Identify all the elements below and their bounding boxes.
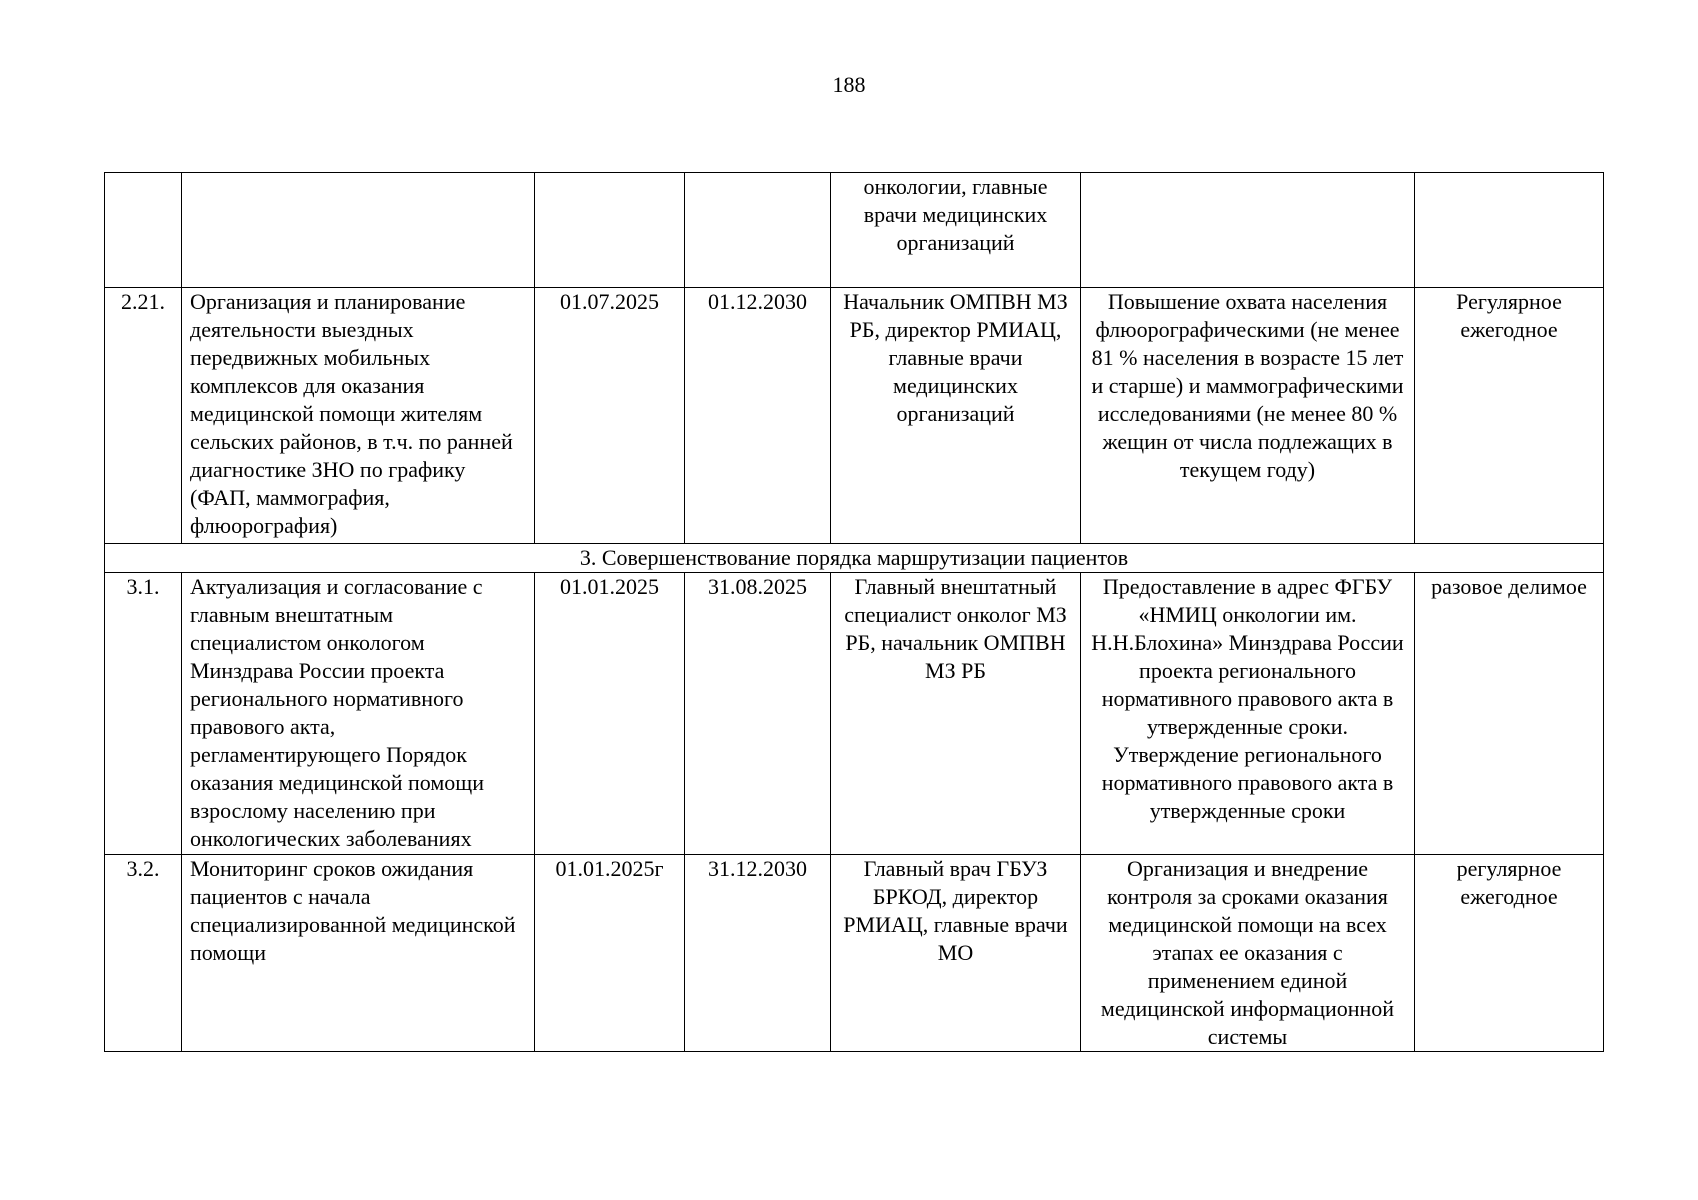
cell-end-date: 31.08.2025 xyxy=(685,573,831,855)
table-row xyxy=(105,573,1604,855)
cell-end-date: 31.12.2030 xyxy=(685,855,831,1052)
cell-activity xyxy=(182,173,535,288)
cell-responsible: Главный внештатный специалист онколог МЗ РБ, начальник ОМПВН МЗ РБ xyxy=(831,573,1081,855)
cell-responsible: Начальник ОМПВН МЗ РБ, директор РМИАЦ, главные врачи медицинских организаций xyxy=(831,288,1081,544)
cell-responsible: онкологии, главные врачи медицинских организаций xyxy=(831,173,1081,288)
cell-responsible: Главный врач ГБУЗ БРКОД, директор РМИАЦ, главные врачи МО xyxy=(831,855,1081,1052)
cell-start-date: 01.01.2025 xyxy=(535,573,685,855)
cell-end-date: 01.12.2030 xyxy=(685,288,831,544)
table-row-continuation xyxy=(105,173,1604,288)
activity-plan-table xyxy=(104,172,1604,1052)
cell-result: Организация и внедрение контроля за сроками оказания медицинской помощи на всех этапах ее оказания с применением единой медицинской информационной системы xyxy=(1081,855,1415,1052)
page-number: 188 xyxy=(832,72,866,97)
cell-number: 2.21. xyxy=(105,288,182,544)
cell-end-date xyxy=(685,173,831,288)
cell-type: Регулярное ежегодное xyxy=(1415,288,1604,544)
cell-type xyxy=(1415,173,1604,288)
cell-activity: Организация и планирование деятельности выездных передвижных мобильных комплексов для оказания медицинской помощи жителям сельских районов, в т.ч. по ранней диагностике ЗНО по графику (ФАП, маммография, флюорография) xyxy=(182,288,535,544)
table-row xyxy=(105,855,1604,1052)
cell-type: разовое делимое xyxy=(1415,573,1604,855)
cell-start-date: 01.01.2025г xyxy=(535,855,685,1052)
cell-result xyxy=(1081,173,1415,288)
cell-activity: Актуализация и согласование с главным внештатным специалистом онкологом Минздрава России проекта регионального нормативного правового акта, регламентирующего Порядок оказания медицинской помощи взрослому населению при онкологических заболеваниях xyxy=(182,573,535,855)
section-header-row xyxy=(105,544,1604,573)
cell-start-date: 01.07.2025 xyxy=(535,288,685,544)
cell-activity: Мониторинг сроков ожидания пациентов с начала специализированной медицинской помощи xyxy=(182,855,535,1052)
cell-number xyxy=(105,173,182,288)
cell-result: Предоставление в адрес ФГБУ «НМИЦ онкологии им. Н.Н.Блохина» Минздрава России проекта регионального нормативного правового акта в утвержденные сроки. Утверждение регионального нормативного правового акта в утвержденные сроки xyxy=(1081,573,1415,855)
section-title: 3. Совершенствование порядка маршрутизации пациентов xyxy=(105,544,1604,573)
cell-type: регулярное ежегодное xyxy=(1415,855,1604,1052)
cell-number: 3.1. xyxy=(105,573,182,855)
cell-number: 3.2. xyxy=(105,855,182,1052)
cell-start-date xyxy=(535,173,685,288)
table-row xyxy=(105,288,1604,544)
cell-result: Повышение охвата населения флюорографическими (не менее 81 % населения в возрасте 15 лет и старше) и маммографическими исследованиями (не менее 80 % жещин от числа подлежащих в текущем году) xyxy=(1081,288,1415,544)
